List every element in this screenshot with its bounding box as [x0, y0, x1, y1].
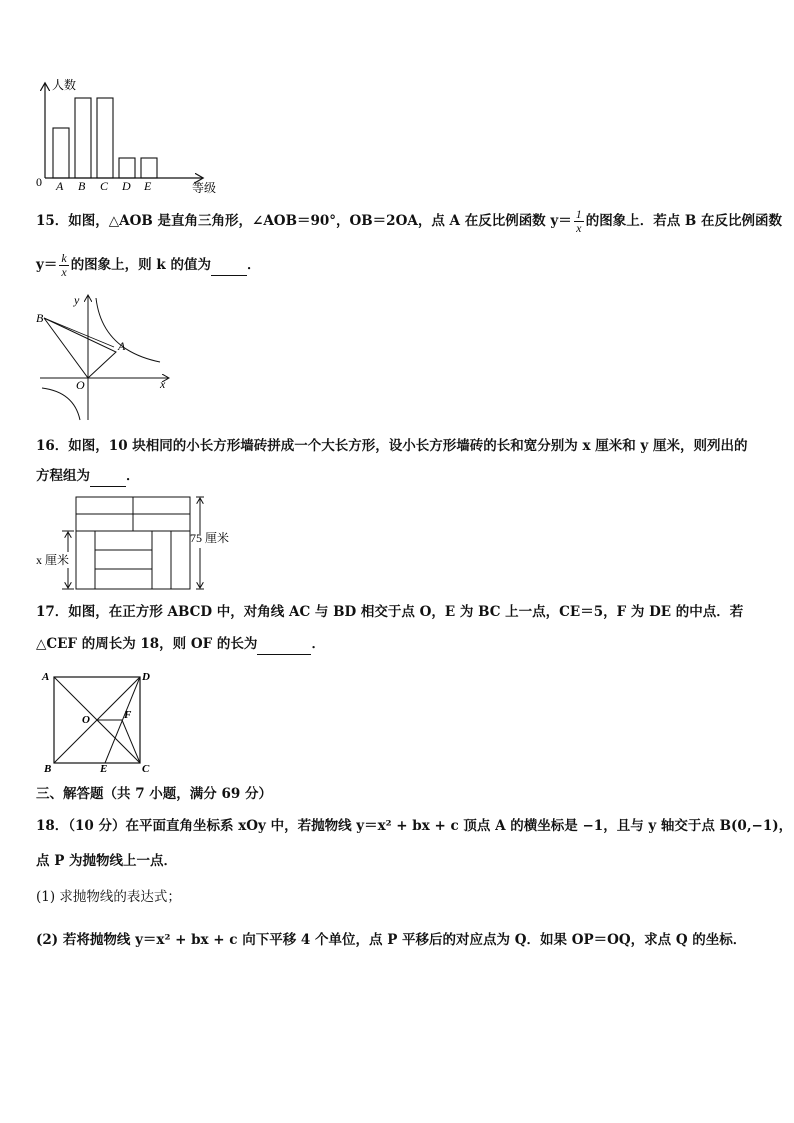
q16-line1: 16．如图，10 块相同的小长方形墙砖拼成一个大长方形，设小长方形墙砖的长和宽分别为 x 厘米和 y 厘米，则列出的: [36, 438, 748, 454]
q15-line1: 15．如图，△AOB 是直角三角形，∠AOB＝90°，OB＝2OA，点 A 在反比例函数 y＝ $\frac{1}{x}$ 的图象上．若点 B 在反比例函数: [36, 207, 783, 235]
q15-text1: △AOB 是直角三角形，∠AOB＝90°，OB＝2OA，点 A 在反比例函数 y＝: [108, 213, 572, 229]
svg-text:D: D: [142, 671, 150, 683]
q18-part2: (2) 若将抛物线 y＝x² + bx + c 向下平移 4 个单位，点 P 平移后的对应点为 Q．如果 OP＝OQ，求点 Q 的坐标．: [36, 932, 747, 948]
origin-label: 0: [36, 175, 42, 189]
category-label-A: A: [56, 179, 64, 193]
category-label-D: D: [122, 179, 131, 193]
bar-B: [75, 98, 91, 178]
q18-part1: (1) 求抛物线的表达式；: [36, 889, 181, 905]
x-axis-label: 等级: [192, 181, 217, 195]
x-label: x 厘米: [36, 553, 70, 567]
q17-figure: [40, 668, 160, 776]
bar-A: [53, 128, 69, 178]
hyperbola-branch-1: [96, 298, 160, 362]
q15-line2: y＝ $\frac{k}{x}$ 的图象上，则 k 的值为 ．: [36, 251, 261, 279]
q15-answer-blank[interactable]: [211, 255, 247, 276]
q18-line2: 点 P 为抛物线上一点．: [36, 853, 178, 869]
section-3-title: 三、解答题（共 7 小题，满分 69 分）: [36, 786, 272, 802]
q17-line1: 17．如图，在正方形 ABCD 中，对角线 AC 与 BD 相交于点 O，E 为 BC 上一点，CE＝5，F 为 DE 的中点．若: [36, 604, 744, 620]
q16-line2: 方程组为 ．: [36, 466, 140, 487]
q18-line1: 18．（10 分）在平面直角坐标系 xOy 中，若抛物线 y＝x² + bx + c 顶点 A 的横坐标是 −1，且与 y 轴交于点 B(0,−1)，: [36, 818, 793, 834]
category-label-C: C: [100, 179, 109, 193]
q15-fraction-1: $\frac{1}{x}$: [575, 207, 582, 235]
grade-bar-chart: [30, 78, 230, 198]
svg-text:B: B: [44, 763, 52, 775]
category-label-B: B: [78, 179, 86, 193]
q17-line2: △CEF 的周长为 18，则 OF 的长为 ．: [36, 634, 325, 655]
svg-text:C: C: [142, 763, 150, 775]
svg-text:A: A: [42, 671, 50, 683]
label-x: x: [160, 377, 166, 391]
hyperbola-branch-2: [42, 388, 80, 420]
label-o: O: [76, 378, 85, 392]
q16-figure: [34, 494, 244, 592]
bar-E: [141, 158, 157, 178]
label-y: y: [74, 293, 80, 307]
segment-cf: [122, 720, 140, 763]
height-label: 75 厘米: [190, 531, 230, 545]
q16-answer-blank[interactable]: [90, 466, 126, 487]
svg-text:O: O: [82, 714, 90, 726]
q17-number: 17．: [36, 604, 69, 620]
q15-figure: [36, 292, 176, 424]
label-b: B: [36, 311, 44, 325]
y-axis-label: 人数: [52, 78, 77, 92]
q17-answer-blank[interactable]: [257, 634, 311, 655]
bar-D: [119, 158, 135, 178]
label-a: A: [118, 339, 126, 353]
bar-C: [97, 98, 113, 178]
svg-text:F: F: [124, 709, 132, 721]
category-label-E: E: [144, 179, 152, 193]
q16-number: 16．: [36, 438, 69, 454]
q15-number: 15．: [36, 213, 69, 229]
svg-text:E: E: [100, 763, 108, 775]
q15-fraction-2: $\frac{k}{x}$: [61, 251, 67, 279]
